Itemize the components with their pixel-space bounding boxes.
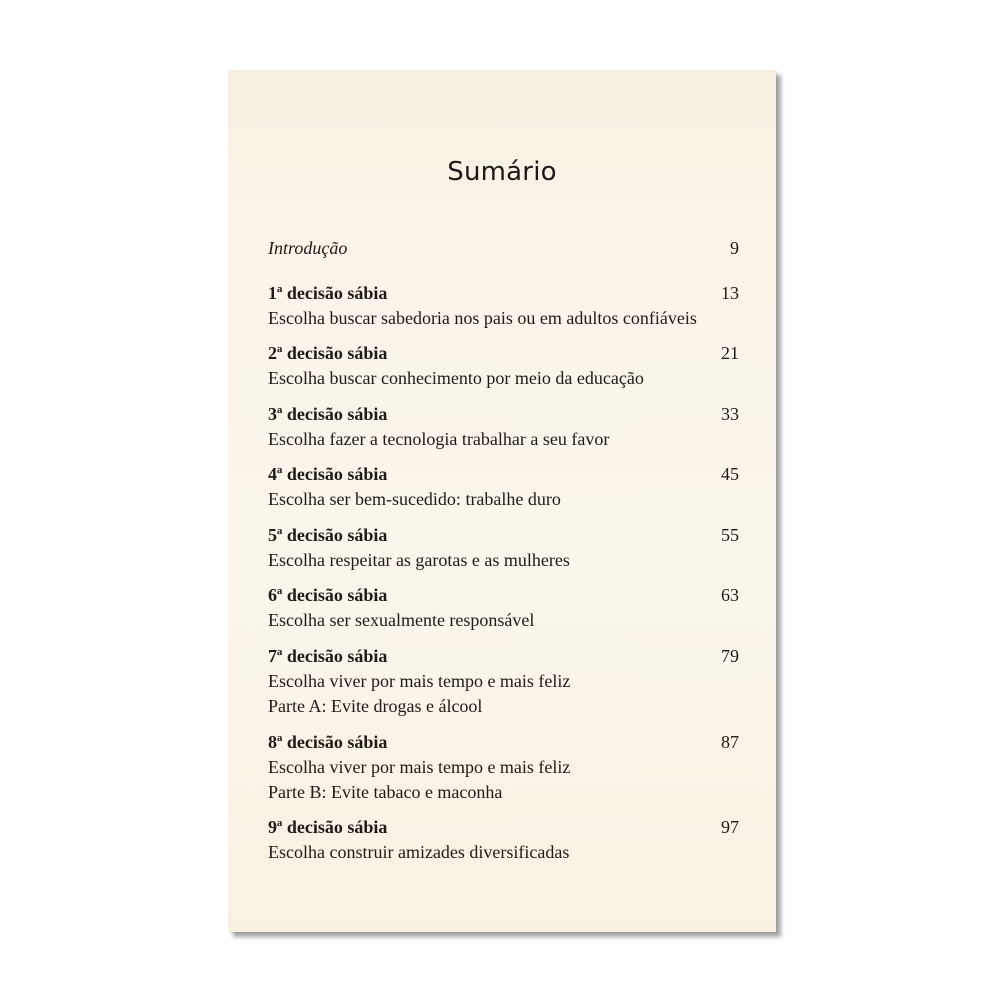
- toc-entry-subtitle: Escolha respeitar as garotas e as mulheres: [268, 549, 570, 570]
- toc-entry-heading: 9ª decisão sábia: [268, 817, 388, 838]
- toc-entry-5: [268, 523, 739, 573]
- toc-entry-heading: 3ª decisão sábia: [268, 403, 388, 424]
- toc-entry-9: [268, 815, 739, 865]
- toc-entry-7: [268, 644, 739, 719]
- toc-entry-subtitle: Escolha buscar conhecimento por meio da educação: [268, 368, 644, 389]
- toc-entry-subtitle: Escolha ser sexualmente responsável: [268, 610, 535, 631]
- toc-entry-2: [268, 341, 739, 391]
- toc-intro: [268, 236, 739, 261]
- toc-entry-heading: 2ª decisão sábia: [268, 343, 388, 364]
- toc-entry-4: [268, 462, 739, 512]
- toc-entry-heading: 1ª decisão sábia: [268, 282, 388, 303]
- toc-entry-page: 63: [721, 585, 739, 606]
- toc-entry-6: [268, 583, 739, 633]
- toc-entry-subtitle: Escolha viver por mais tempo e mais feliz: [268, 671, 571, 692]
- toc-entry-page: 13: [721, 282, 739, 303]
- toc-entry-page: 21: [721, 343, 739, 364]
- toc-entry-heading: 8ª decisão sábia: [268, 731, 388, 752]
- toc-entry-subtitle: Escolha ser bem-sucedido: trabalhe duro: [268, 489, 561, 510]
- toc-entry-page: 87: [721, 731, 739, 752]
- page-title: Sumário: [447, 157, 557, 187]
- book-page: [228, 70, 776, 932]
- toc-entry-page: 55: [721, 524, 739, 545]
- toc-entry-heading: 6ª decisão sábia: [268, 585, 388, 606]
- toc-entry-8: [268, 730, 739, 805]
- toc-entry-page: 97: [721, 817, 739, 838]
- toc-entry-subtitle: Escolha construir amizades diversificadas: [268, 842, 570, 863]
- toc-entry-page: 79: [721, 646, 739, 667]
- toc-entry-subtitle: Escolha fazer a tecnologia trabalhar a seu favor: [268, 428, 610, 449]
- toc-entry-subtitle: Parte B: Evite tabaco e maconha: [268, 781, 503, 802]
- table-of-contents: [268, 236, 739, 865]
- toc-entry-page: 45: [721, 464, 739, 485]
- toc-entry-subtitle: Escolha buscar sabedoria nos pais ou em adultos confiáveis: [268, 307, 697, 328]
- toc-entry-1: [268, 281, 739, 331]
- toc-entry-heading: 4ª decisão sábia: [268, 464, 388, 485]
- toc-entry-heading: 5ª decisão sábia: [268, 524, 388, 545]
- toc-intro-page: 9: [730, 238, 739, 258]
- toc-intro-label: Introdução: [268, 238, 348, 258]
- toc-entry-subtitle: Parte A: Evite drogas e álcool: [268, 696, 483, 717]
- toc-entry-page: 33: [721, 403, 739, 424]
- toc-entry-heading: 7ª decisão sábia: [268, 646, 388, 667]
- toc-entry-3: [268, 402, 739, 452]
- toc-entry-subtitle: Escolha viver por mais tempo e mais feliz: [268, 756, 571, 777]
